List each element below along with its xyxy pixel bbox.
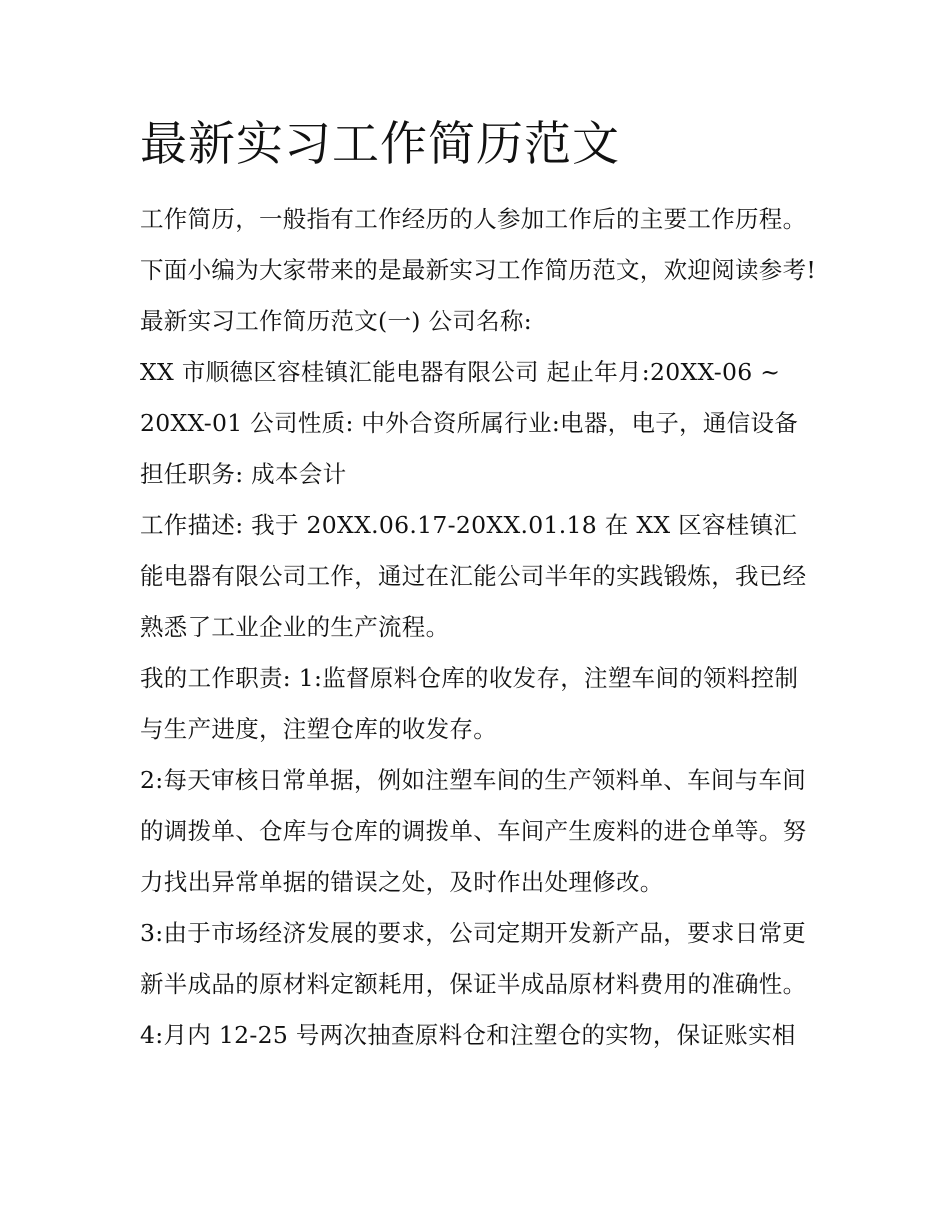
paragraph-duty-3: 3:由于市场经济发展的要求，公司定期开发新产品，要求日常更新半成品的原材料定额耗用，保证半成品原材料费用的准确性。: [140, 919, 807, 998]
paragraph-intro: 工作简历，一般指有工作经历的人参加工作后的主要工作历程。下面小编为大家带来的是最新实习工作简历范文，欢迎阅读参考! 最新实习工作简历范文(一) 公司名称:: [140, 205, 817, 335]
document-title: 最新实习工作简历范文: [140, 117, 620, 172]
paragraph-duty-1: 我的工作职责: 1:监督原料仓库的收发存，注塑车间的领料控制与生产进度，注塑仓库的收发存。: [140, 664, 799, 743]
document-page: [140, 112, 820, 1061]
paragraph-duty-2: 2:每天审核日常单据，例如注塑车间的生产领料单、车间与车间的调拨单、仓库与仓库的调拨单、车间产生废料的进仓单等。努力找出异常单据的错误之处，及时作出处理修改。: [140, 766, 807, 896]
paragraph-job-description: 工作描述: 我于 20XX.06.17-20XX.01.18 在 XX 区容桂镇汇能电器有限公司工作，通过在汇能公司半年的实践锻炼，我已经熟悉了工业企业的生产流程。: [140, 511, 807, 641]
paragraph-company-info: XX 市顺德区容桂镇汇能电器有限公司 起止年月:20XX-06 ~ 20XX-01 公司性质: 中外合资所属行业:电器，电子，通信设备 担任职务: 成本会计: [140, 358, 799, 488]
document-body: [140, 194, 820, 1061]
paragraph-duty-4: 4:月内 12-25 号两次抽查原料仓和注塑仓的实物，保证账实相: [140, 1021, 796, 1049]
